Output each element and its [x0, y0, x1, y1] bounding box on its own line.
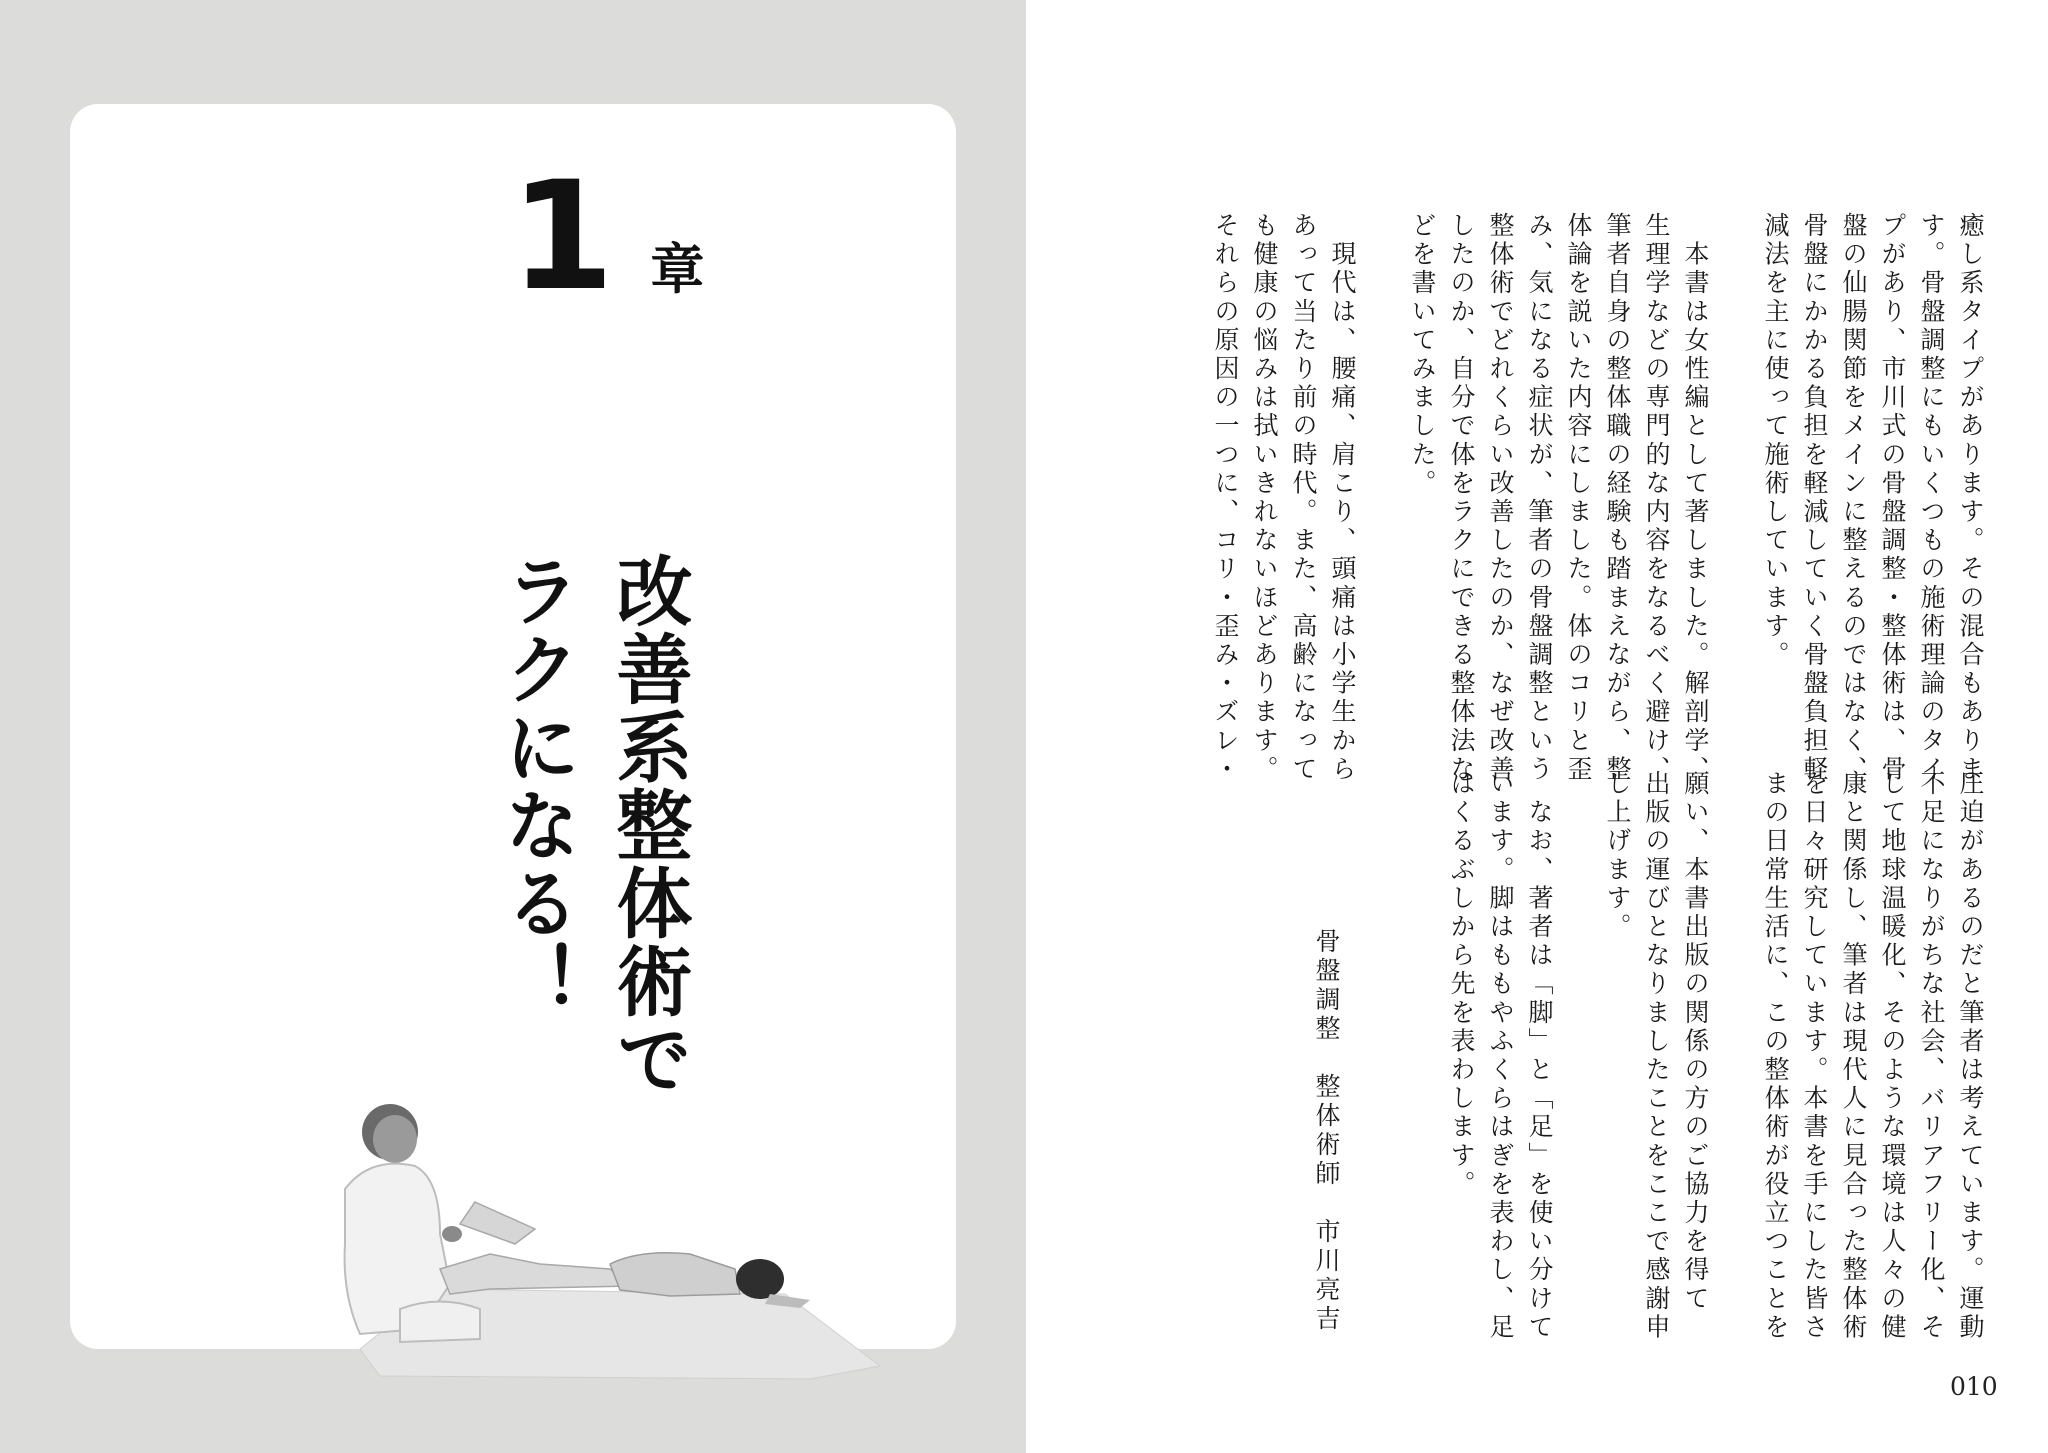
body-text-line: 圧迫があるのだと筆者は考えています。運動 [1956, 770, 1985, 1342]
body-text-line: 出版の運びとなりましたことをここで感謝申 [1642, 770, 1671, 1342]
body-text-line: す。骨盤調整にもいくつもの施術理論のタイ [1917, 212, 1946, 784]
body-text-line: 生理学などの専門的な内容をなるべく避け、 [1642, 212, 1671, 784]
body-text-line: はくるぶしから先を表わします。 [1447, 770, 1476, 1199]
body-text-line: なお、著者は「脚」と「足」を使い分けて [1525, 770, 1554, 1342]
body-text-line: み、気になる症状が、筆者の骨盤調整という [1525, 212, 1554, 784]
body-text-line: して地球温暖化、そのような環境は人々の健 [1878, 770, 1907, 1342]
chapter-label: 章 [650, 238, 705, 301]
body-text-line: 不足になりがちな社会、バリアフリー化、そ [1917, 770, 1946, 1342]
body-text-line: 願い、本書出版の関係の方のご協力を得て [1681, 770, 1710, 1314]
body-text-line: も健康の悩みは拭いきれないほどあります。 [1250, 212, 1279, 784]
body-text-line: したのか、自分で体をラクにできる整体法な [1447, 212, 1476, 784]
author-signature: 骨盤調整 整体術師 市川亮吉 [1312, 928, 1341, 1334]
body-text-line: それらの原因の一つに、コリ・歪み・ズレ・ [1211, 212, 1240, 784]
body-text-line: どを書いてみました。 [1408, 212, 1437, 498]
body-text-line: し上げます。 [1603, 770, 1632, 942]
body-text-line: 減法を主に使って施術しています。 [1761, 212, 1790, 670]
chapter-card [70, 104, 956, 1349]
body-text-line: 体論を説いた内容にしました。体のコリと歪 [1564, 212, 1593, 784]
body-text-line: を日々研究しています。本書を手にした皆さ [1800, 770, 1829, 1342]
body-text-line: 康と関係し、筆者は現代人に見合った整体術 [1839, 770, 1868, 1342]
body-text-line: 本書は女性編として著しました。解剖学、 [1681, 212, 1710, 784]
body-text-line: います。脚はももやふくらはぎを表わし、足 [1486, 770, 1515, 1342]
chapter-title-line-2: ラクになる！ [492, 552, 581, 1020]
body-text-line: 整体術でどれくらい改善したのか、なぜ改善 [1486, 212, 1515, 784]
chapter-number: 1 [510, 150, 615, 324]
body-text-line: プがあり、市川式の骨盤調整・整体術は、骨 [1878, 212, 1907, 784]
body-text-line: 骨盤にかかる負担を軽減していく骨盤負担軽 [1800, 212, 1829, 784]
body-text-line: 盤の仙腸関節をメインに整えるのではなく、 [1839, 212, 1868, 784]
body-text-line: 癒し系タイプがあります。その混合もありま [1956, 212, 1985, 784]
body-text-line: 現代は、腰痛、肩こり、頭痛は小学生から [1328, 212, 1357, 784]
massage-photo [340, 1094, 880, 1394]
chapter-title-line-1: 改善系整体術で [604, 552, 693, 1098]
page-number: 010 [1950, 1372, 1998, 1401]
body-text-line: 筆者自身の整体職の経験も踏まえながら、整 [1603, 212, 1632, 784]
chapter-heading [510, 150, 705, 324]
body-text-line: あって当たり前の時代。また、高齢になって [1289, 212, 1318, 784]
body-text-line: まの日常生活に、この整体術が役立つことを [1761, 770, 1790, 1342]
